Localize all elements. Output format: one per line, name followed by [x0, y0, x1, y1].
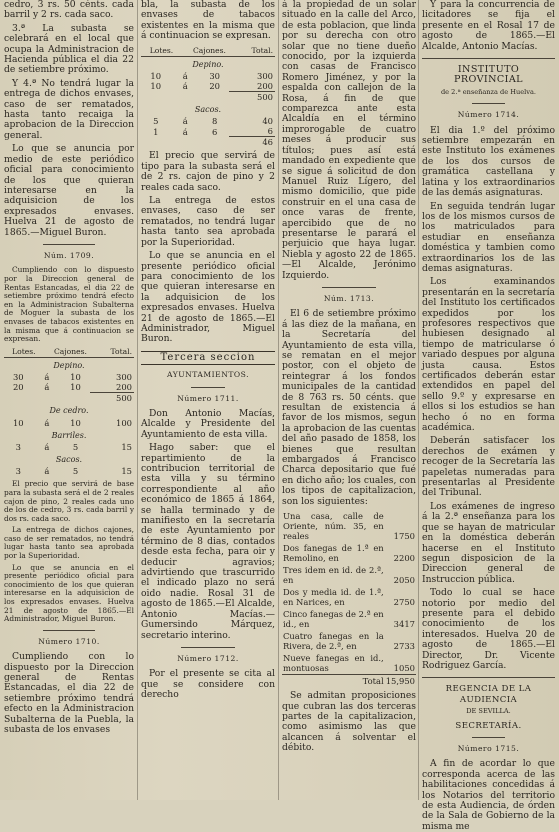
notice-number: Número 1712.	[177, 653, 239, 663]
paragraph: Se admitan proposiciones que cubran las dos terceras partes de la capitalizacion, como asimismo las que alcancen á solventar el débito.	[282, 690, 416, 754]
table-cell: 20	[12, 382, 24, 393]
notice-number: Número 1711.	[177, 393, 239, 403]
lot-group-label: Depino.	[192, 59, 224, 69]
table-cell: 5	[72, 466, 79, 477]
table-cell: 15	[121, 441, 132, 452]
paragraph: Lo que se anuncia por medio de este periódico oficial para conocimiento de los que quieran interesarse en la adquisicion de los expresados envases. Huelva 21 de agosto de 1865.—Miguel Buron.	[4, 143, 134, 238]
paragraph: Cumpliendo con lo dispuesto por la Direccion general de Rentas Estancadas, el dia 22 de setiembre próximo tendrá efecto en la Administracion Subalterna de Moguer la subasta de los envases de tabacos existentes en la misma que á continuacion se expresan.	[4, 265, 134, 344]
property-description: Cinco fanegas de 2.ª en id., en	[283, 609, 384, 630]
paragraph: Hago saber: que el repartimiento de la contribucion territorial de esta villa y su término correspondiente al año económico de 1865 á 1864, se halla terminado y de manifiesto en la secretaría de este Ayuntamiento por término de 8 dias, contados desde esta fecha, para oir y deducir agravios; advirtiendo que trascurrido el indicado plazo no será oido nadie. Rosal 31 de agosto de 1865.—El Alcalde, Antonio Macías.—Gumersindo Márquez, secretario interino.	[141, 442, 275, 641]
property-row	[282, 564, 416, 586]
table-cell: 1	[153, 126, 159, 137]
column-1	[4, 0, 134, 800]
lots-table	[4, 347, 134, 358]
divider	[181, 647, 235, 648]
paragraph: El precio que servirá de tipo para la subasta será el de 2 rs. cajon de pino y 2 reales cada saco.	[141, 150, 275, 193]
table-row	[4, 442, 134, 452]
column-3	[282, 0, 416, 800]
table-cell: á	[44, 372, 50, 383]
property-description: Dos y media id. de 1.ª, en Narices, en	[283, 587, 384, 608]
table-header: Lotes.	[141, 46, 182, 57]
paragraph: 3.ª La subasta se celebrará en el local que ocupa la Administracion de Hacienda pública el dia 22 de setiembre próximo.	[4, 22, 134, 76]
table-cell: 30	[209, 71, 220, 82]
table-cell: 10	[150, 81, 162, 92]
paragraph: La entrega de estos envases, caso de ser rematados, no tendrá lugar hasta tanto sea aprobada por la Superioridad.	[141, 195, 275, 248]
table-header-row	[141, 46, 275, 57]
table-header: Lotes.	[4, 347, 44, 358]
paragraph: cedro, 3 rs. 50 cénts. cada barril y 2 rs. cada saco.	[4, 0, 134, 21]
table-cell: 10	[150, 71, 162, 82]
lot-group-label: Sacos.	[55, 454, 83, 464]
divider	[43, 630, 95, 631]
paragraph: Por el presente se cita al que se considere con derecho	[141, 668, 275, 701]
column-2	[141, 0, 275, 800]
lot-group-label: Barriles.	[51, 430, 87, 440]
divider	[472, 737, 505, 738]
properties-table	[282, 510, 416, 687]
table-cell: 300	[257, 71, 273, 82]
lot-group-label: Depino.	[53, 360, 85, 370]
table-cell: 8	[212, 116, 218, 127]
table-row	[4, 372, 134, 382]
property-value: 2733	[393, 641, 415, 652]
paragraph: Deberán satisfacer los derechos de exámen y recoger de la Secretaría las papeletas numeradas para presentarlas al Presidente del Tribunal.	[422, 435, 555, 499]
property-row	[282, 510, 416, 542]
paragraph: El precio que servirá de base para la subasta será el de 2 reales cajon de pino, 2 reales cada uno de los de cedro, 3 rs. cada barril y dos rs. cada saco.	[4, 479, 134, 523]
institute-subtitle: de 2.ª enseñanza de Huelva.	[440, 87, 537, 96]
table-sum-row	[141, 92, 275, 103]
total-value: 15,950	[385, 676, 415, 687]
secretaria-heading: SECRETARÍA.	[455, 720, 522, 731]
property-row	[282, 652, 416, 675]
lot-group-table	[4, 442, 134, 452]
table-cell: 3	[15, 441, 21, 452]
table-row	[141, 71, 275, 81]
paragraph: Cumpliendo con lo dispuesto por la Direccion general de Rentas Estancadas, el dia 22 de setiembre próximo tendrá efecto en la Administracion Subalterna de la Puebla, la subasta de los envases	[4, 651, 134, 736]
table-cell: á	[182, 126, 188, 137]
lot-group-label: Sacos.	[194, 105, 222, 115]
paragraph: Lo que se anuncia en el presente periódico oficial para conocimiento de los que quieran interesarse en la adquisicion de los expresados envases. Huelva 21 de agosto de 1865.—El Administrador, Miguel Buron.	[4, 562, 134, 624]
notice-number: Núm. 1713.	[323, 293, 375, 303]
table-cell: 3	[15, 466, 21, 477]
property-description: Dos fanegas de 1.ª en Remolino, en	[283, 543, 384, 564]
table-row	[4, 382, 134, 393]
notice-number: Número 1710.	[38, 636, 100, 646]
table-cell: á	[44, 441, 50, 452]
property-description: Tres idem en id. de 2.ª, en	[283, 565, 384, 586]
divider	[472, 103, 505, 104]
institute-title: INSTITUTO PROVINCIAL	[454, 64, 523, 86]
paragraph: Lo que se anuncia en el presente periódico oficial para conocimiento de los que quieran interesarse en la adquisicion de los expresados envases. Huelva 21 de agosto de 1865.—El Administrador, Miguel Buron.	[141, 250, 275, 345]
table-cell: 6	[267, 126, 273, 137]
table-sum-row	[4, 393, 134, 404]
table-cell: á	[44, 417, 50, 428]
paragraph: Los exámenes de ingreso á la 2.ª enseñanza para los que se hayan de matricular en la doméstica deberán hacerse en el Instituto segun disposicion de la Direccion general de Instruccion pública.	[422, 500, 555, 585]
paragraph: Don Antonio Macías, Alcalde y Presidente del Ayuntamiento de esta villa.	[141, 407, 275, 440]
lot-group-table	[141, 116, 275, 147]
table-sum-row	[141, 137, 275, 148]
paragraph: bla, la subasta de los envases de tabacos existentes en la misma que á continuacion se expresan.	[141, 0, 275, 42]
property-description: Una casa, calle de Oriente, núm. 35, en reales	[283, 511, 384, 542]
table-row	[4, 466, 134, 476]
property-value: 2750	[393, 597, 415, 608]
paragraph: La entrega de dichos cajones, caso de ser rematados, no tendrá lugar hasta tanto sea aprobada por la Superioridad.	[4, 525, 134, 561]
subsection-heading: AYUNTAMIENTOS.	[167, 370, 249, 380]
table-cell: á	[182, 71, 188, 82]
total-label: Total	[282, 675, 385, 688]
property-description: Cuatro fanegas en la Rivera, de 2.ª, en	[283, 631, 384, 652]
property-row	[282, 630, 416, 652]
divider	[422, 677, 555, 678]
table-cell: 10	[70, 382, 81, 393]
table-cell: 15	[121, 466, 132, 477]
lots-groups	[141, 60, 275, 152]
lots-groups	[4, 361, 134, 481]
table-row	[141, 116, 275, 126]
table-cell: 20	[209, 81, 220, 92]
regencia-title: REGENCIA DE LA AUDIENCIA	[445, 684, 532, 705]
table-cell: á	[44, 382, 50, 393]
table-cell: 5	[153, 116, 159, 127]
section-heading: Tercera seccion	[141, 351, 275, 365]
table-header: Cajones.	[44, 347, 97, 358]
property-value: 2200	[393, 553, 415, 564]
table-sum: 500	[90, 393, 134, 404]
regencia-subtitle: DE SEVILLA.	[466, 707, 511, 716]
property-row	[282, 542, 416, 564]
divider	[322, 287, 376, 288]
table-sum: 46	[229, 137, 275, 148]
paragraph: Y 4.ª No tendrá lugar la entrega de dichos envases, caso de ser rematados, hasta tanto recaiga la aprobacion de la Direccion general.	[4, 77, 134, 141]
property-description: Nueve fanegas en id., montuosas	[283, 653, 384, 674]
lot-group-label: De cedro.	[49, 406, 89, 416]
notice-number: Número 1714.	[457, 110, 520, 120]
table-sum: 500	[229, 92, 275, 103]
lot-group-table	[141, 71, 275, 102]
table-header-row	[4, 347, 134, 358]
paragraph: En seguida tendrán lugar los de los mismos cursos de los matriculados para estudiar en enseñanza doméstica y tambien como extraordinarios los de las demas asignaturas.	[422, 200, 555, 274]
table-cell: 200	[116, 382, 132, 393]
column-divider	[278, 0, 279, 800]
property-row	[282, 586, 416, 608]
divider	[43, 244, 95, 245]
table-cell: á	[44, 466, 50, 477]
table-header: Total.	[237, 46, 275, 57]
paragraph: á la propiedad de un solar situado en la calle del Arco, de esta poblacion, que linda por su derecha con otro solar que no tiene dueño conocido, por la izquierda con casas de Francisco Romero Jiménez, y por la espalda con callejon de la Rosa, á fin de que comparezca ante esta Alcaldía en el término improrogable de cuatro meses á producir sus títulos; pues así está mandado en expediente que se sigue á solicitud de don Manuel Ruiz Lígero, del mismo domicilio, que pide construir en el una casa de once varas de frente, apercibido que de no presentarse le parará el perjuicio que haya lugar. Niebla y agosto 22 de 1865.—El Alcalde, Jerónimo Izquierdo.	[282, 0, 416, 281]
column-4	[422, 0, 555, 832]
lot-group-table	[4, 418, 134, 428]
lots-table	[141, 46, 275, 57]
table-cell: 6	[212, 126, 218, 137]
lot-group-table	[4, 466, 134, 476]
column-divider	[137, 0, 138, 800]
paragraph: Y para la concurrencia de licitadores se fija el presente en el Rosal 17 de agosto de 1865.—El Alcalde, Antonio Macías.	[422, 0, 555, 52]
paragraph: Todo lo cual se hace notorio por medio del presente para el debido conocimiento de los interesados. Huelva 20 de agosto de 1865.—El Director, Dr. Vicente Rodriguez García.	[422, 587, 555, 671]
paragraph: Los examinandos presentarán en la secretaría del Instituto los certificados expedidos por los profesores respectivos que hubiesen designado al tiempo de matricularse ó variado despues por alguna justa causa. Estos certificados deberán estar extendidos en papel del sello 9.º y expresarse en ellos si los estudios se han hecho ó no en forma académica.	[422, 276, 555, 434]
notice-number: Número 1715.	[457, 744, 520, 753]
property-value: 1050	[393, 663, 415, 674]
table-row	[141, 126, 275, 137]
table-cell: 100	[116, 417, 132, 428]
table-cell: 10	[70, 417, 81, 428]
lot-group-table	[4, 372, 134, 403]
table-cell: 30	[12, 372, 24, 383]
table-cell: á	[182, 116, 188, 127]
property-value: 1750	[393, 531, 415, 542]
total-row	[282, 675, 416, 688]
divider	[191, 387, 225, 388]
table-cell: 300	[116, 372, 132, 383]
notice-number: Núm. 1709.	[43, 250, 95, 260]
table-row	[4, 418, 134, 428]
table-cell: 10	[12, 417, 24, 428]
paragraph: A fin de acordar lo que corresponda acerca de las habilitaciones concedidas á los Notarios del territorio de esta Audiencia, de órden de la Sala de Gobierno de la misma me	[422, 758, 555, 832]
table-header: Cajones.	[182, 46, 237, 57]
property-value: 2050	[393, 575, 415, 586]
divider	[422, 58, 555, 59]
column-divider	[418, 0, 419, 800]
table-header: Total.	[97, 347, 134, 358]
table-cell: 5	[72, 441, 79, 452]
paragraph: El 6 de setiembre próximo á las diez de la mañana, en la Secretaría del Ayuntamiento de esta villa, se rematan en el mejor postor, con el objeto de reintegrar á los fondos municipales de la cantidad de 8 763 rs. 50 cénts. que resultan de existencia á favor de los mismos, segun la aprobacion de las cuentas del año pasado de 1858, los bienes que resultan embargados á Francisco Charca depositario que fué en dicho año; los cuales, con los tipos de capitalizacion, son los siguientes:	[282, 308, 416, 507]
property-row	[282, 608, 416, 630]
table-cell: 10	[70, 372, 81, 383]
table-cell: 40	[262, 116, 273, 127]
paragraph: El dia 1.º del próximo setiembre empezarán en este Instituto los exámenes de los dos cursos de gramática castellana y latina y los extraordinarios de las demás asignaturas.	[422, 124, 555, 199]
table-cell: á	[182, 81, 188, 92]
table-cell: 200	[257, 81, 273, 92]
table-row	[141, 81, 275, 92]
property-value: 3417	[393, 619, 415, 630]
